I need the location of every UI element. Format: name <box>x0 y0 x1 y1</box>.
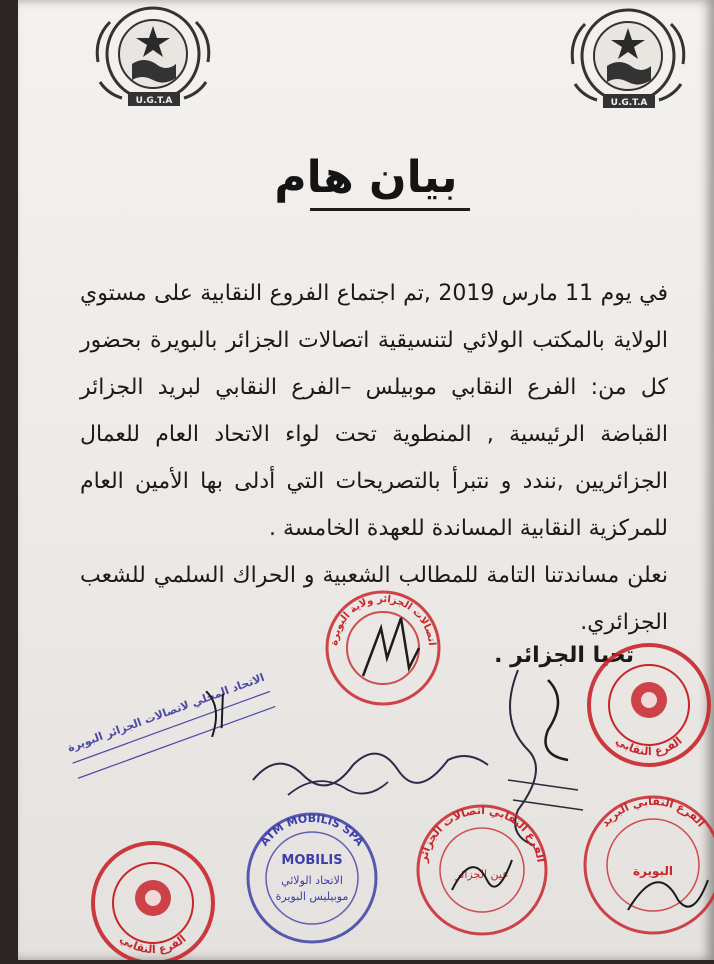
title-underline <box>310 208 470 211</box>
stamp-red-top-right <box>584 640 714 774</box>
stamp-telecom-branch-inner: عين الجزائر <box>455 868 509 881</box>
stamp-post-branch <box>578 790 714 944</box>
svg-text:الفرع النقابي <box>117 932 188 956</box>
stamp-purple-union-text: الاتحاد المحلي لاتصالات الجزائر البويرة <box>65 670 267 755</box>
stamp-mobilis-ar1: الاتحاد الولائي <box>281 874 343 887</box>
svg-text:الفرع النقابي البريد <box>599 795 708 830</box>
stamp-telecom-branch <box>412 800 552 944</box>
stamp-post-branch-text: الفرع النقابي البريد <box>598 794 708 830</box>
svg-text:ATM MOBILIS SPA <box>258 812 367 849</box>
stamp-mobilis-en: ATM MOBILIS SPA <box>257 811 367 849</box>
stamp-red-top-right-text: الفرع النقابي <box>613 734 685 759</box>
stamp-mobilis-center: MOBILIS <box>281 853 343 868</box>
paragraph-1: في يوم 11 مارس 2019 ,تم اجتماع الفروع النقابية على مستوي الولاية بالمكتب الولائي لتنسيقية اتصالات الجزائر بالبويرة بحضور كل من: الفرع النقابي موبيلس –الفرع النقابي لبريد الجزائر القباضة الرئيسية , المنطوية تحت لواء الاتحاد العام للعمال الجزائريين ,نندد و نتبرأ بالتصريحات التي أدلى بها الأمين العام للمركزية النقابية المساندة للعهدة الخامسة . <box>80 281 669 541</box>
ugta-emblem-text-right: U.G.T.A <box>610 98 648 108</box>
ugta-logo-left <box>88 2 218 122</box>
paragraph-2: نعلن مساندتنا التامة للمطالب الشعبية و الحراك السلمي للشعب الجزائري. <box>80 563 668 635</box>
stamp-telecom-wilaya-text: اتصالات الجزائر ولاية البويرة <box>329 593 437 647</box>
ugta-logo-right <box>563 4 693 124</box>
document-title <box>18 152 714 203</box>
document-page <box>18 0 714 960</box>
title-text: بيان هام <box>274 152 458 203</box>
stamp-mobilis-ar2: موبيليس البويرة <box>275 890 349 903</box>
stamp-telecom-wilaya <box>323 588 443 712</box>
stamp-telecom-branch-text: الفرع النقابي اتصالات الجزائر <box>416 803 548 864</box>
stamp-mobilis <box>242 808 382 952</box>
stamp-post-branch-inner: البويرة <box>632 864 674 878</box>
stamp-red-bottom-left <box>88 838 218 964</box>
closing-salutation: تحيا الجزائر . <box>494 643 634 668</box>
stamp-red-bottom-left-text: الفرع النقابي <box>117 932 189 957</box>
svg-text:الفرع النقابي <box>613 734 684 758</box>
ugta-emblem-text-left: U.G.T.A <box>135 96 173 106</box>
svg-text:الفرع النقابي اتصالات الجزائر <box>416 804 547 864</box>
